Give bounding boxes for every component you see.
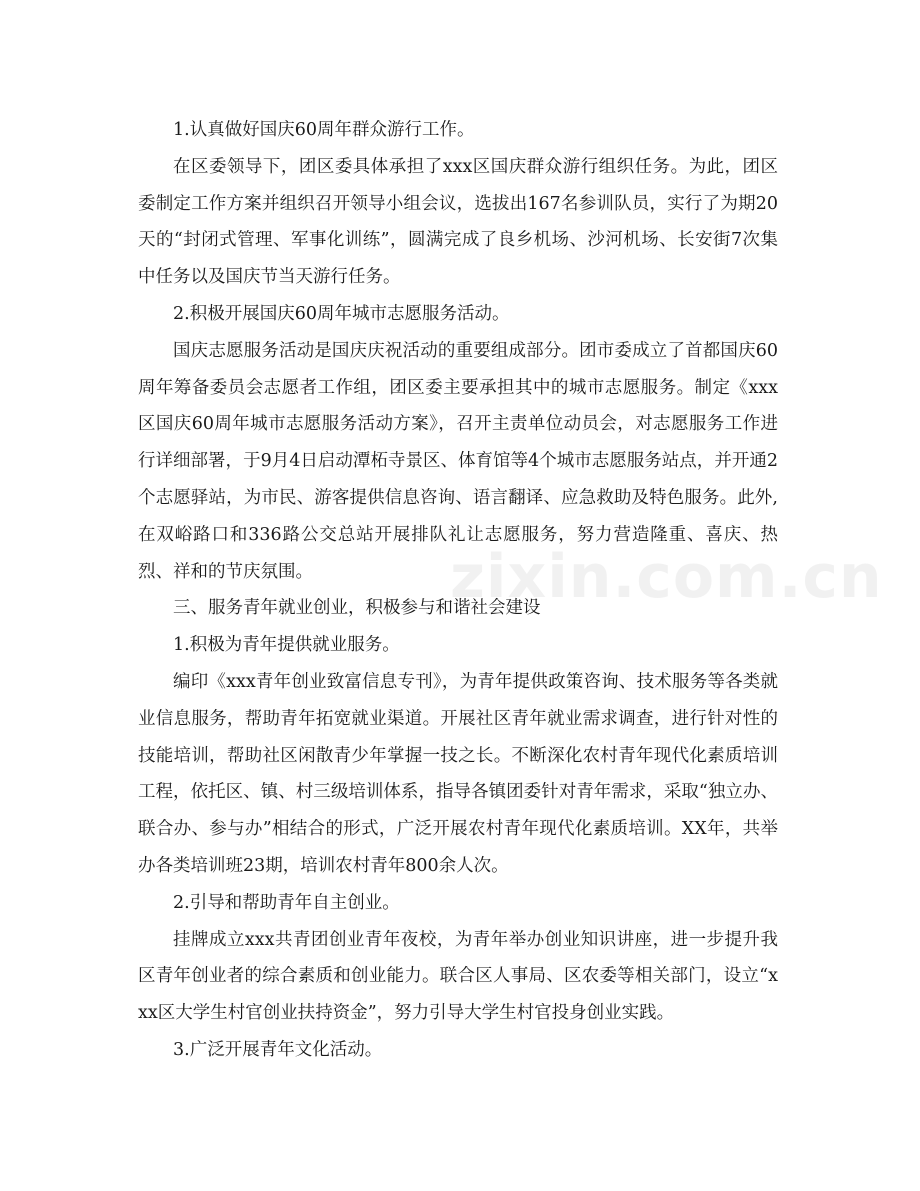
heading-item-1: 1.认真做好国庆60周年群众游行工作。 bbox=[173, 120, 475, 140]
body-paragraph: 挂牌成立xxx共青团创业青年夜校，为青年举办创业知识讲座，进一步提升我区青年创业者的综合素质和创业能力。联合区人事局、区农委等相关部门，设立“xxx区大学生村官创业扶持资金”，努力引导大学生村官投身创业实践。 bbox=[138, 929, 778, 1024]
heading-item-2: 2.积极开展国庆60周年城市志愿服务活动。 bbox=[173, 303, 510, 324]
heading-item-1: 1.积极为青年提供就业服务。 bbox=[173, 635, 400, 656]
document-body bbox=[138, 112, 778, 1069]
body-paragraph: 国庆志愿服务活动是国庆庆祝活动的重要组成部分。团市委成立了首都国庆60周年筹备委员会志愿者工作组，团区委主要承担其中的城市志愿服务。制定《xxx区国庆60周年城市志愿服务活动方案》，召开主责单位动员会，对志愿服务工作进行详细部署，于9月4日启动潭柘寺景区、体育馆等4个城市志愿服务站点，并开通2个志愿驿站，为市民、游客提供信息咨询、语言翻译、应急救助及特色服务。此外,在双峪路口和336路公交总站开展排队礼让志愿服务，努力营造隆重、喜庆、热烈、祥和的节庆氛围。 bbox=[138, 340, 778, 582]
heading-item-2: 2.引导和帮助青年自主创业。 bbox=[173, 892, 400, 913]
body-paragraph: 编印《xxx青年创业致富信息专刊》，为青年提供政策咨询、技术服务等各类就业信息服务，帮助青年拓宽就业渠道。开展社区青年就业需求调查，进行针对性的技能培训，帮助社区闲散青少年掌握一技之长。不断深化农村青年现代化素质培训工程，依托区、镇、村三级培训体系，指导各镇团委针对青年需求，采取“独立办、联合办、参与办”相结合的形式，广泛开展农村青年现代化素质培训。XX年，共举办各类培训班23期，培训农村青年800余人次。 bbox=[138, 671, 778, 876]
watermark: zixin.com.cn bbox=[450, 542, 883, 612]
body-paragraph: 在区委领导下，团区委具体承担了xxx区国庆群众游行组织任务。为此，团区委制定工作方案并组织召开领导小组会议，选拔出167名参训队员，实行了为期20天的“封闭式管理、军事化训练”，圆满完成了良乡机场、沙河机场、长安街7次集中任务以及国庆节当天游行任务。 bbox=[138, 156, 778, 288]
heading-item-3: 3.广泛开展青年文化活动。 bbox=[173, 1039, 383, 1060]
section-heading: 三、服务青年就业创业，积极参与和谐社会建设 bbox=[173, 598, 541, 619]
